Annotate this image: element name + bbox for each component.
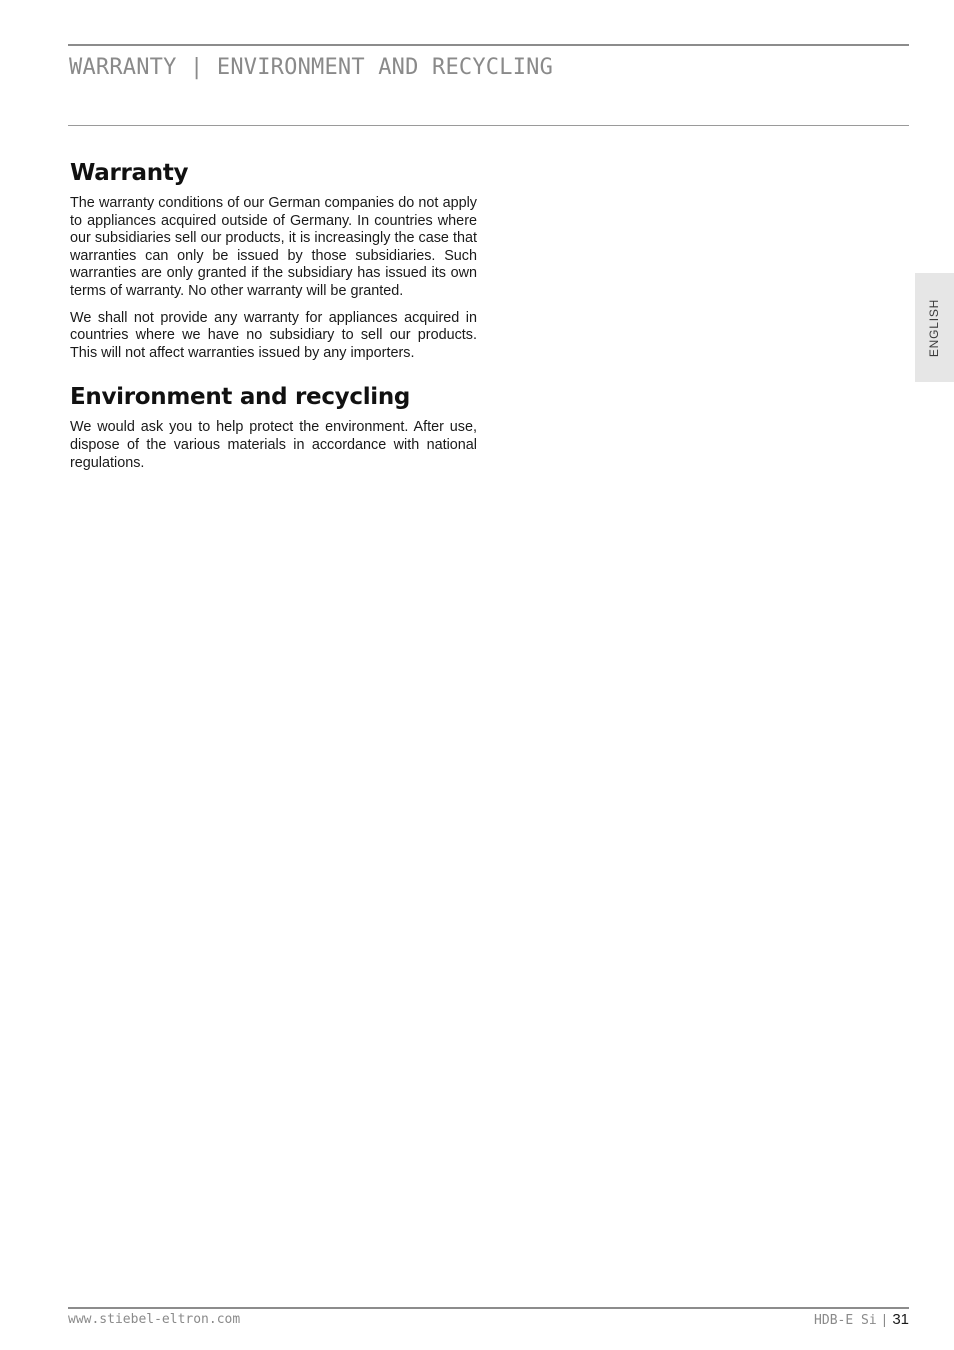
main-content bbox=[70, 158, 477, 472]
footer-model-name: HDB-E Si bbox=[814, 1313, 877, 1328]
footer-page-number: 31 bbox=[892, 1311, 909, 1328]
footer-website-url: www.stiebel-eltron.com bbox=[68, 1312, 241, 1327]
environment-heading: Environment and recycling bbox=[70, 384, 411, 411]
environment-paragraph-1: We would ask you to help protect the environment. After use, dispose of the various materials in accordance with national regulations. bbox=[70, 419, 477, 471]
warranty-heading: Warranty bbox=[70, 160, 189, 186]
language-side-tab bbox=[915, 273, 954, 382]
warranty-paragraph-1: The warranty conditions of our German companies do not apply to appliances acquired outside of Germany. In countries where our subsidiaries sell our products, it is increasingly the case that warranties can only be issued by those subsidiaries. Such warranties are only granted if the subsidiary has issued its own terms of warranty. No other warranty will be granted. bbox=[70, 195, 477, 299]
header-top-rule bbox=[68, 44, 909, 46]
warranty-paragraph-2: We shall not provide any warranty for appliances acquired in countries where we have no subsidiary to sell our products. This will not affect warranties issued by any importers. bbox=[70, 309, 477, 361]
page-header-title: WARRANTY | ENVIRONMENT AND RECYCLING bbox=[69, 55, 554, 80]
footer-page-info bbox=[814, 1311, 909, 1328]
header-bottom-rule bbox=[68, 125, 909, 126]
footer-rule bbox=[68, 1307, 909, 1309]
language-label: ENGLISH bbox=[927, 298, 942, 357]
footer-separator: | bbox=[882, 1311, 887, 1327]
